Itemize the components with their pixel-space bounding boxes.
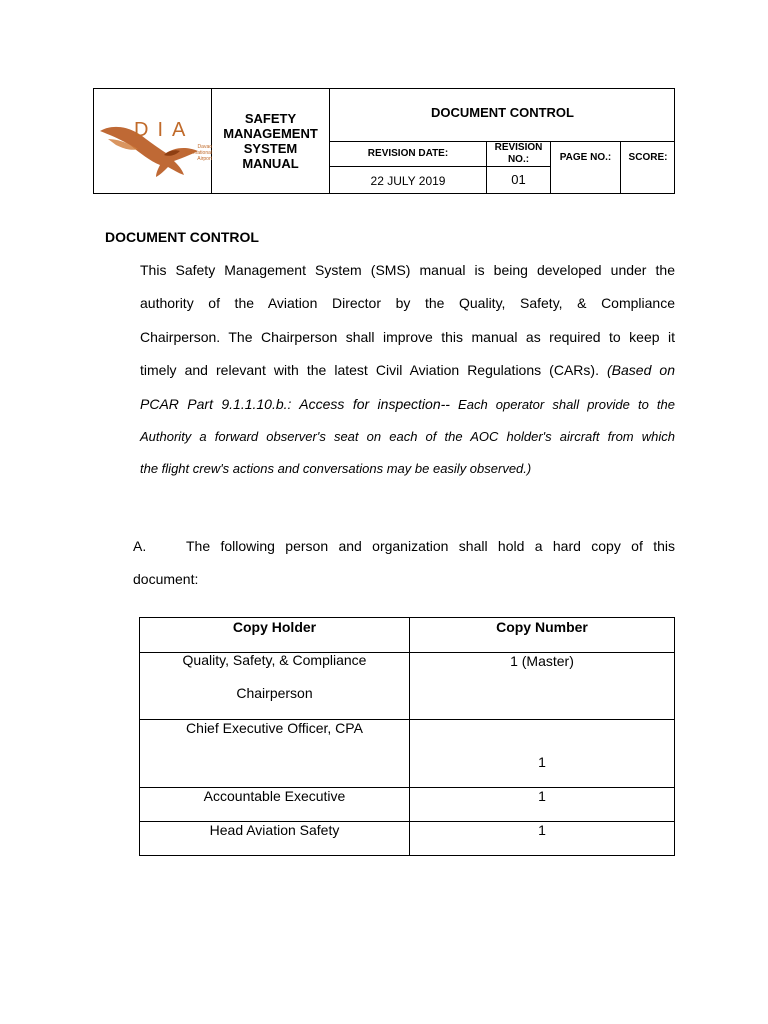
logo-sub-line: International [184,150,212,156]
dia-logo [94,89,212,193]
copy-number-cell: 1 [538,788,546,804]
italic-citation: the flight crew's actions and conversations may be easily observed.) [140,461,532,476]
revision-no-label-line: NO.: [507,154,530,165]
logo-letters: DIA [134,119,195,141]
paragraph-line [140,396,675,412]
logo-sub-line: Airport [197,156,212,162]
logo-sub-line: Davao [197,144,212,150]
copy-number-cell: 1 [538,754,546,770]
page-no-label: PAGE NO.: [559,152,612,163]
copy-number-cell: 1 (Master) [510,653,574,669]
manual-title-line: SAFETY [244,111,297,126]
italic-citation: Each operator shall provide to the [449,397,675,412]
revision-no-value: 01 [511,172,526,187]
section-heading: DOCUMENT CONTROL [105,229,259,245]
copy-holder-cell: Quality, Safety, & Compliance [182,652,367,668]
column-header: Copy Holder [232,619,317,635]
revision-date-label: REVISION DATE: [367,148,449,159]
manual-title-line: MANAGEMENT [223,126,318,141]
paragraph-line [140,362,675,378]
table-row [140,653,409,700]
copy-holder-cell: Accountable Executive [203,788,346,804]
document-header-table [93,88,675,194]
list-item-text: document: [133,571,199,587]
paragraph-text: timely and relevant with the latest Civil Aviation Regulations (CARs). [140,362,608,378]
revision-no-label-line: REVISION [494,142,543,153]
copy-holder-cell: Chief Executive Officer, CPA [186,720,363,736]
copy-holder-cell: Chairperson [236,685,313,701]
column-header: Copy Number [496,619,588,635]
paragraph-line: Chairperson. The Chairperson shall improve this manual as required to keep it [140,329,675,345]
revision-no-label [487,142,550,166]
document-control-title: DOCUMENT CONTROL [431,105,574,120]
paragraph-line: This Safety Management System (SMS) manual is being developed under the [140,262,675,278]
manual-title-line: SYSTEM [243,141,298,156]
italic-citation: PCAR Part 9.1.1.10.b.: Access for inspection-- [140,396,450,412]
header-divider [550,141,551,193]
revision-date-value: 22 JULY 2019 [370,174,446,188]
score-label: SCORE: [628,152,668,163]
header-divider [620,141,621,193]
italic-citation: Authority a forward observer's seat on each of the AOC holder's aircraft from which [140,429,675,444]
copy-number-cell: 1 [538,822,546,838]
paragraph-line: authority of the Aviation Director by the Quality, Safety, & Compliance [140,295,675,311]
logo-subtitle [182,144,212,162]
list-item-text: The following person and organization shall hold a hard copy of this [186,538,675,554]
manual-title-line: MANUAL [242,156,299,171]
manual-title [212,111,329,171]
italic-citation: (Based on [607,362,675,378]
header-divider [329,166,550,167]
copy-holder-cell: Head Aviation Safety [209,822,340,838]
list-marker: A. [133,538,147,554]
copy-holder-table [139,617,675,856]
